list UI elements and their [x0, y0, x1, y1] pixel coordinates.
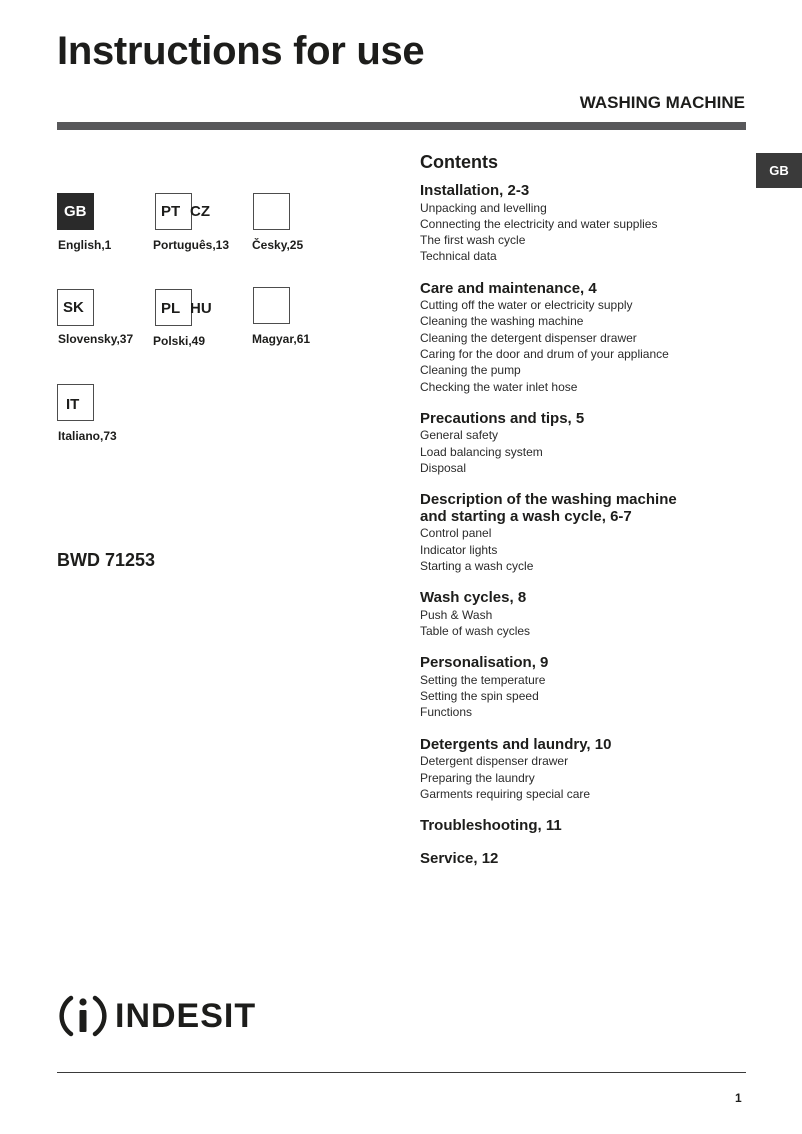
section-item: Caring for the door and drum of your appliance	[420, 347, 669, 362]
section-item: Functions	[420, 705, 473, 720]
section-title: Wash cycles, 8	[420, 589, 527, 607]
section-item: Garments requiring special care	[420, 786, 591, 801]
section-item: Cleaning the detergent dispenser drawer	[420, 330, 637, 345]
section-item: Control panel	[420, 526, 492, 541]
language-code: GB	[64, 203, 87, 220]
section-item: Unpacking and levelling	[420, 200, 547, 215]
footer-rule	[57, 1072, 746, 1073]
section-item: Push & Wash	[420, 607, 493, 622]
section-title: Installation, 2-3	[420, 182, 530, 199]
contents-section	[420, 737, 750, 802]
contents-section	[420, 818, 750, 835]
section-title: Troubleshooting, 11	[420, 817, 562, 835]
language-box-cz	[253, 193, 290, 230]
section-item: Starting a wash cycle	[420, 558, 534, 573]
section-item: Indicator lights	[420, 542, 498, 557]
language-label: Português,13	[153, 238, 230, 252]
section-item: Disposal	[420, 461, 467, 476]
language-code: SK	[63, 299, 84, 316]
section-item: Cutting off the water or electricity supply	[420, 298, 633, 313]
model-number: BWD 71253	[57, 550, 156, 570]
language-box-hu	[253, 287, 290, 324]
section-item: Cleaning the pump	[420, 363, 521, 378]
section-title: Detergents and laundry, 10	[420, 735, 612, 753]
section-title: and starting a wash cycle, 6-7	[420, 507, 632, 525]
product-type: WASHING MACHINE	[579, 93, 745, 112]
section-item: General safety	[420, 428, 499, 443]
section-item: Detergent dispenser drawer	[420, 754, 569, 769]
section-title: Precautions and tips, 5	[420, 409, 585, 427]
language-label: Magyar,61	[252, 332, 311, 346]
section-item: Connecting the electricity and water supplies	[420, 216, 658, 231]
section-title: Description of the washing machine	[420, 491, 677, 509]
section-item: Preparing the laundry	[420, 770, 535, 785]
page-number: 1	[735, 1091, 742, 1105]
contents-section	[420, 411, 750, 476]
language-code: CZ	[190, 203, 210, 220]
language-code: PT	[161, 203, 181, 220]
language-code: IT	[66, 396, 80, 413]
section-item: Load balancing system	[420, 444, 543, 459]
page-title: Instructions for use	[57, 29, 425, 73]
section-title: Service, 12	[420, 849, 499, 867]
section-item: Setting the temperature	[420, 672, 546, 687]
contents-section	[420, 281, 750, 395]
language-code: PL	[161, 300, 181, 317]
language-label: Italiano,73	[58, 429, 117, 443]
section-item: Cleaning the washing machine	[420, 314, 584, 329]
contents-section	[420, 492, 750, 574]
language-label: Česky,25	[252, 238, 304, 252]
header-rule	[57, 122, 746, 130]
section-item: Setting the spin speed	[420, 689, 539, 704]
contents-section	[420, 655, 750, 720]
section-title: Care and maintenance, 4	[420, 279, 597, 297]
contents-section	[420, 183, 750, 265]
section-title: Personalisation, 9	[420, 654, 549, 672]
contents-section	[420, 851, 750, 868]
contents-section	[420, 590, 750, 639]
language-tab: GB	[756, 153, 802, 188]
language-label: Polski,49	[153, 334, 206, 348]
language-label: Slovensky,37	[58, 332, 134, 346]
section-item: The first wash cycle	[420, 233, 526, 248]
section-item: Technical data	[420, 249, 497, 264]
language-code: HU	[190, 300, 212, 317]
section-item: Checking the water inlet hose	[420, 379, 578, 394]
contents-heading: Contents	[420, 152, 498, 172]
section-item: Table of wash cycles	[420, 624, 531, 639]
indesit-emblem-icon	[57, 990, 109, 1042]
brand-wordmark: INDESIT	[115, 997, 257, 1035]
language-label: English,1	[58, 238, 112, 252]
table-of-contents	[420, 151, 750, 883]
